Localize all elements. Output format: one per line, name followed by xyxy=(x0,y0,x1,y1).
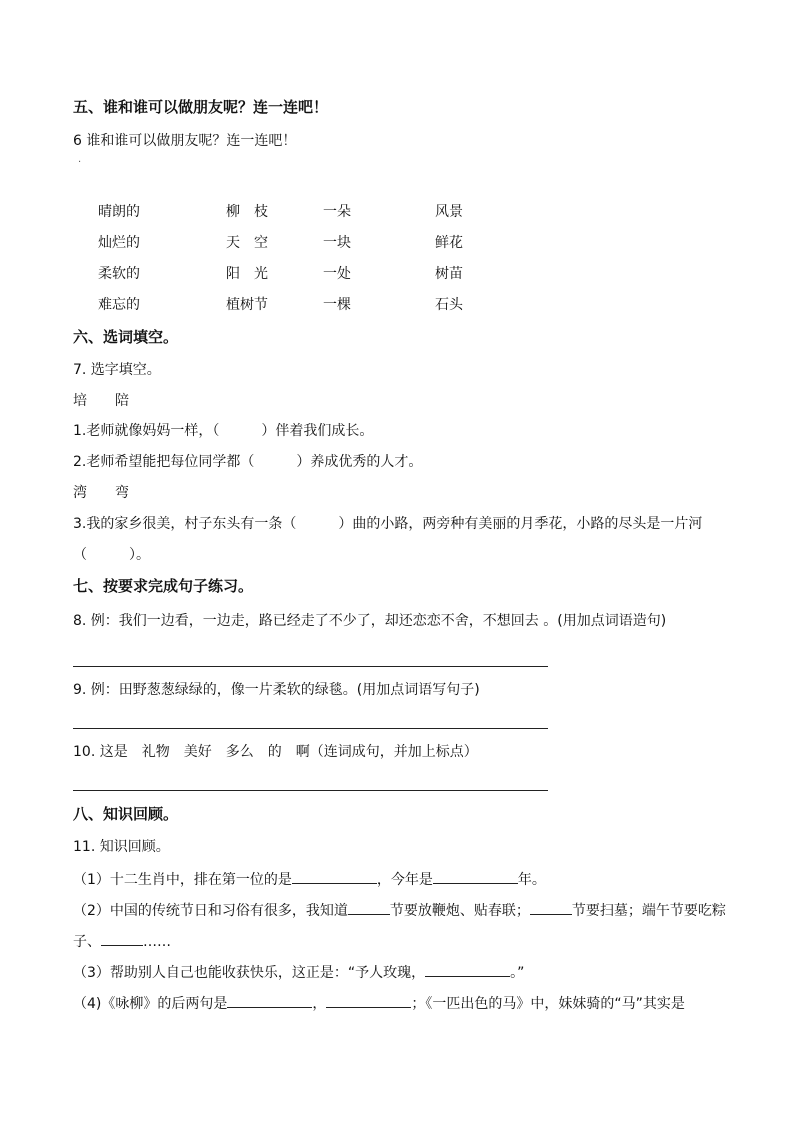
review-item-1-text-a: （1）十二生肖中，排在第一位的是 xyxy=(73,872,292,888)
word-4-3: 一棵 xyxy=(323,297,351,313)
section-8-heading: 八、知识回顾。 xyxy=(73,805,179,823)
word-4-2: 植树节 xyxy=(226,297,268,313)
review-item-4-text-b: ， xyxy=(312,996,327,1012)
review-item-4-text-c: ；《一匹出色的马》中，妹妹骑的“马”其实是 xyxy=(411,996,685,1012)
review-item-4 xyxy=(73,993,685,1013)
blank-dragon-boat-custom[interactable] xyxy=(101,931,143,946)
question-7: 7. 选字填空。 xyxy=(73,362,161,378)
blank-this-year[interactable] xyxy=(433,869,518,884)
review-item-2 xyxy=(73,900,726,920)
review-item-2-cont xyxy=(73,931,171,951)
review-item-3 xyxy=(73,962,524,982)
question-10: 10. 这是 礼物 美好 多么 的 啊（连词成句，并加上标点） xyxy=(73,744,478,760)
question-9: 9. 例：田野葱葱绿绿的，像一片柔软的绿毯。(用加点词语写句子) xyxy=(73,682,480,698)
word-4-4: 石头 xyxy=(435,297,463,313)
blank-poem-line-1[interactable] xyxy=(227,993,312,1008)
fill-sentence-1: 1.老师就像妈妈一样，（ ）伴着我们成长。 xyxy=(73,423,374,439)
review-item-2-text-d: 子、 xyxy=(73,934,101,950)
word-2-2: 天 空 xyxy=(226,235,268,251)
review-item-4-text-a: （4)《咏柳》的后两句是 xyxy=(73,996,228,1012)
review-item-1 xyxy=(73,869,546,889)
question-6: 6 谁和谁可以做朋友呢？连一连吧！ xyxy=(73,133,297,149)
blank-festival-1[interactable] xyxy=(348,900,390,915)
question-8: 8. 例：我们一边看，一边走，路已经走了不少了，却还恋恋不舍，不想回去 。(用加点词语造句) xyxy=(73,613,667,629)
answer-line-9[interactable] xyxy=(73,728,548,729)
fill-sentence-3-cont: （ ）。 xyxy=(73,547,150,563)
word-3-3: 一处 xyxy=(323,266,351,282)
section-6-heading: 六、选词填空。 xyxy=(73,328,179,346)
question-11: 11. 知识回顾。 xyxy=(73,839,170,855)
word-3-4: 树苗 xyxy=(435,266,463,282)
char-pair-2: 湾 弯 xyxy=(73,485,129,501)
review-item-1-text-c: 年。 xyxy=(517,872,546,888)
word-3-2: 阳 光 xyxy=(226,266,268,282)
section-7-heading: 七、按要求完成句子练习。 xyxy=(73,577,254,595)
word-1-3: 一朵 xyxy=(323,204,351,220)
blank-zodiac-first[interactable] xyxy=(292,869,377,884)
word-1-2: 柳 枝 xyxy=(226,204,268,220)
review-item-2-text-e: …… xyxy=(143,934,171,950)
review-item-2-text-c: 节要扫墓；端午节要吃粽 xyxy=(571,903,726,919)
review-item-3-text-b: 。” xyxy=(510,965,525,981)
review-item-1-text-b: ，今年是 xyxy=(376,872,433,888)
review-item-2-text-b: 节要放鞭炮、贴春联； xyxy=(389,903,530,919)
word-1-1: 晴朗的 xyxy=(98,204,140,220)
fill-sentence-2: 2.老师希望能把每位同学都（ ）养成优秀的人才。 xyxy=(73,454,423,470)
blank-proverb[interactable] xyxy=(425,962,510,977)
review-item-3-text-a: （3）帮助别人自己也能收获快乐，这正是：“予人玫瑰， xyxy=(73,965,426,981)
stray-dot: · xyxy=(78,157,82,168)
review-item-2-text-a: （2）中国的传统节日和习俗有很多，我知道 xyxy=(73,903,348,919)
word-4-1: 难忘的 xyxy=(98,297,140,313)
answer-line-8[interactable] xyxy=(73,666,548,667)
fill-sentence-3: 3.我的家乡很美，村子东头有一条（ ）曲的小路，两旁种有美丽的月季花，小路的尽头是一片河 xyxy=(73,516,703,532)
word-2-1: 灿烂的 xyxy=(98,235,140,251)
answer-line-10[interactable] xyxy=(73,790,548,791)
word-3-1: 柔软的 xyxy=(98,266,140,282)
word-1-4: 风景 xyxy=(435,204,463,220)
word-2-3: 一块 xyxy=(323,235,351,251)
section-5-heading: 五、谁和谁可以做朋友呢？连一连吧！ xyxy=(73,98,329,116)
blank-festival-2[interactable] xyxy=(530,900,572,915)
word-2-4: 鲜花 xyxy=(435,235,463,251)
blank-poem-line-2[interactable] xyxy=(326,993,411,1008)
char-pair-1: 培 陪 xyxy=(73,393,129,409)
